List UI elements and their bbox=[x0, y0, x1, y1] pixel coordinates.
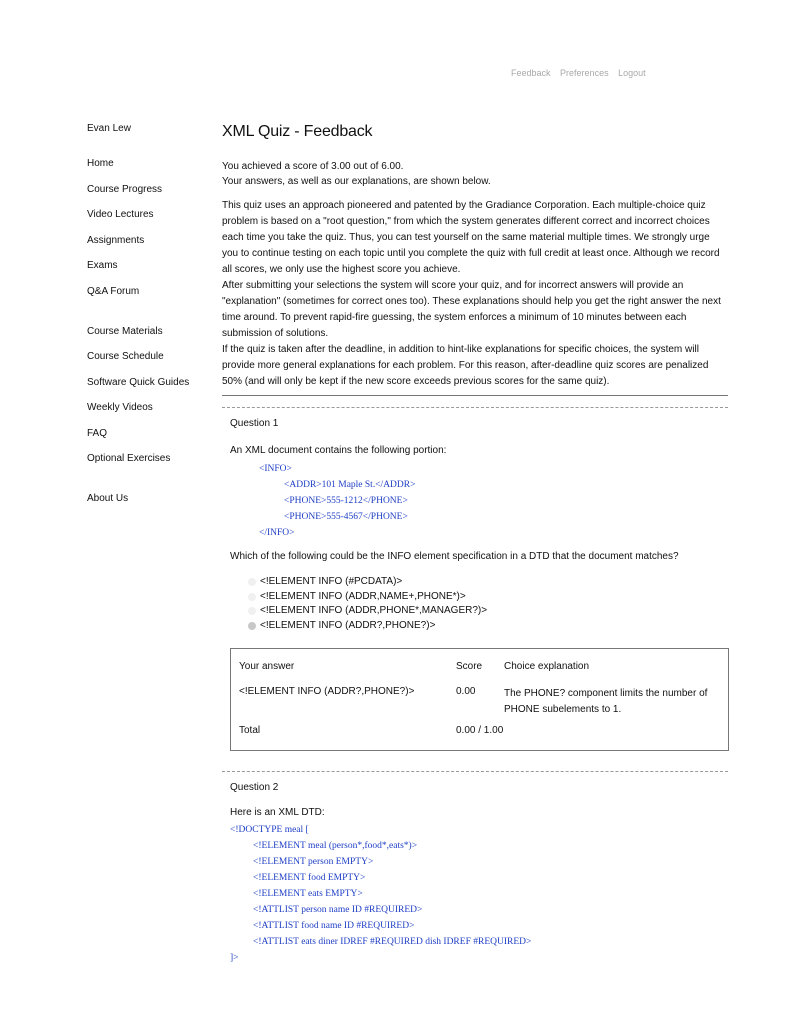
radio-button[interactable] bbox=[248, 578, 256, 586]
feedback-answer-row bbox=[239, 686, 720, 718]
sidebar-item-course-materials[interactable]: Course Materials bbox=[87, 325, 163, 337]
sidebar-item-course-progress[interactable]: Course Progress bbox=[87, 183, 163, 195]
answer-option[interactable] bbox=[248, 619, 728, 634]
header-choice-explanation: Choice explanation bbox=[504, 661, 590, 672]
option-label: <!ELEMENT INFO (ADDR,PHONE*,MANAGER?)> bbox=[260, 605, 488, 616]
header-your-answer: Your answer bbox=[239, 661, 295, 672]
radio-button[interactable] bbox=[248, 593, 256, 601]
total-score: 0.00 / 1.00 bbox=[456, 725, 504, 736]
code-line: <!ELEMENT eats EMPTY> bbox=[253, 889, 363, 899]
feedback-header-row bbox=[239, 661, 720, 672]
sidebar-item-home[interactable]: Home bbox=[87, 158, 114, 169]
radio-button-selected[interactable] bbox=[248, 622, 256, 630]
code-line: <PHONE>555-1212</PHONE> bbox=[284, 496, 408, 506]
sidebar-item-software-quick-guides[interactable]: Software Quick Guides bbox=[87, 376, 190, 388]
code-line: <INFO> bbox=[259, 464, 292, 474]
intro-paragraph: This quiz uses an approach pioneered and patented by the Gradiance Corporation. Each multiple-choice quiz problem is based on a "root question," from which the system generates different correct and incorrect choices each time you take the quiz. Thus, you can test yourself on the same material multiple times. We strongly urge you to continue testing on each topic until you complete the quiz with full credit at least once. Although we record all scores, we only use the highest score you achieve. bbox=[222, 200, 720, 275]
question-1 bbox=[222, 418, 728, 751]
code-line: <!ATTLIST eats diner IDREF #REQUIRED dish IDREF #REQUIRED> bbox=[253, 937, 532, 947]
divider bbox=[222, 395, 728, 396]
divider bbox=[222, 771, 728, 772]
score-line: You achieved a score of 3.00 out of 6.00. bbox=[222, 161, 404, 172]
score-summary bbox=[222, 159, 728, 189]
question-prompt: An XML document contains the following portion: bbox=[230, 445, 447, 456]
main-content bbox=[222, 123, 728, 966]
your-answer: <!ELEMENT INFO (ADDR?,PHONE?)> bbox=[239, 686, 415, 697]
option-label: <!ELEMENT INFO (#PCDATA)> bbox=[260, 576, 403, 587]
code-line: <!ATTLIST person name ID #REQUIRED> bbox=[253, 905, 423, 915]
code-line: <!ELEMENT food EMPTY> bbox=[253, 873, 366, 883]
feedback-box bbox=[230, 648, 729, 751]
sidebar-item-exams[interactable]: Exams bbox=[87, 260, 118, 271]
answers-line: Your answers, as well as our explanations, are shown below. bbox=[222, 176, 491, 187]
user-name: Evan Lew bbox=[87, 123, 131, 134]
answer-option[interactable] bbox=[248, 604, 728, 619]
sidebar-item-about-us[interactable]: About Us bbox=[87, 493, 129, 504]
sidebar-item-weekly-videos[interactable]: Weekly Videos bbox=[87, 402, 153, 413]
code-line: <!ELEMENT person EMPTY> bbox=[253, 857, 374, 867]
code-line: </INFO> bbox=[259, 528, 295, 538]
sidebar-item-video-lectures[interactable]: Video Lectures bbox=[87, 209, 154, 220]
answer-option[interactable] bbox=[248, 590, 728, 605]
question-2 bbox=[222, 782, 728, 966]
top-nav bbox=[511, 68, 653, 78]
option-label: <!ELEMENT INFO (ADDR,NAME+,PHONE*)> bbox=[260, 590, 466, 602]
code-line: <!ELEMENT meal (person*,food*,eats*)> bbox=[253, 841, 418, 851]
sidebar-item-course-schedule[interactable]: Course Schedule bbox=[87, 351, 164, 362]
code-line: ]> bbox=[230, 953, 239, 963]
dtd-code-block bbox=[230, 822, 728, 966]
option-label: <!ELEMENT INFO (ADDR?,PHONE?)> bbox=[260, 619, 436, 631]
feedback-total-row bbox=[239, 725, 720, 736]
sidebar-item-optional-exercises[interactable]: Optional Exercises bbox=[87, 453, 171, 464]
xml-code-block bbox=[230, 461, 728, 541]
question-text: Which of the following could be the INFO element specification in a DTD that the document matches? bbox=[230, 551, 679, 562]
question-title: Question 2 bbox=[230, 782, 279, 793]
total-label: Total bbox=[239, 725, 261, 736]
sidebar-item-qa-forum[interactable]: Q&A Forum bbox=[87, 285, 140, 297]
code-line: <ADDR>101 Maple St.</ADDR> bbox=[284, 480, 416, 490]
page-title: XML Quiz - Feedback bbox=[222, 123, 373, 140]
preferences-link[interactable]: Preferences bbox=[560, 68, 609, 78]
code-line: <PHONE>555-4567</PHONE> bbox=[284, 512, 408, 522]
sidebar bbox=[87, 123, 212, 505]
code-line: <!DOCTYPE meal [ bbox=[230, 825, 309, 835]
intro-text bbox=[222, 198, 728, 390]
intro-paragraph: If the quiz is taken after the deadline, in addition to hint-like explanations for specific choices, the system will provide more general explanations for each problem. For this reason, after-deadline quiz scores are penalized 50% (and will only be kept if the new score exceeds previous scores for the same quiz). bbox=[222, 344, 709, 387]
answer-score: 0.00 bbox=[456, 686, 476, 697]
code-line: <!ATTLIST food name ID #REQUIRED> bbox=[253, 921, 415, 931]
answer-options bbox=[230, 575, 728, 633]
choice-explanation: The PHONE? component limits the number of PHONE subelements to 1. bbox=[504, 688, 708, 715]
divider bbox=[222, 407, 728, 408]
header-score: Score bbox=[456, 661, 483, 672]
logout-link[interactable]: Logout bbox=[618, 68, 646, 78]
radio-button[interactable] bbox=[248, 607, 256, 615]
question-title: Question 1 bbox=[230, 418, 279, 429]
intro-paragraph: After submitting your selections the system will score your quiz, and for incorrect answers will provide an "explanation" (sometimes for correct ones too). These explanations should help you get the right answer the next time around. To prevent rapid-fire guessing, the system enforces a minimum of 10 minutes between each submission of solutions. bbox=[222, 280, 721, 339]
sidebar-item-faq[interactable]: FAQ bbox=[87, 427, 108, 439]
feedback-link[interactable]: Feedback bbox=[511, 68, 551, 78]
answer-option[interactable] bbox=[248, 575, 728, 590]
question-prompt: Here is an XML DTD: bbox=[230, 807, 325, 818]
sidebar-item-assignments[interactable]: Assignments bbox=[87, 234, 145, 246]
